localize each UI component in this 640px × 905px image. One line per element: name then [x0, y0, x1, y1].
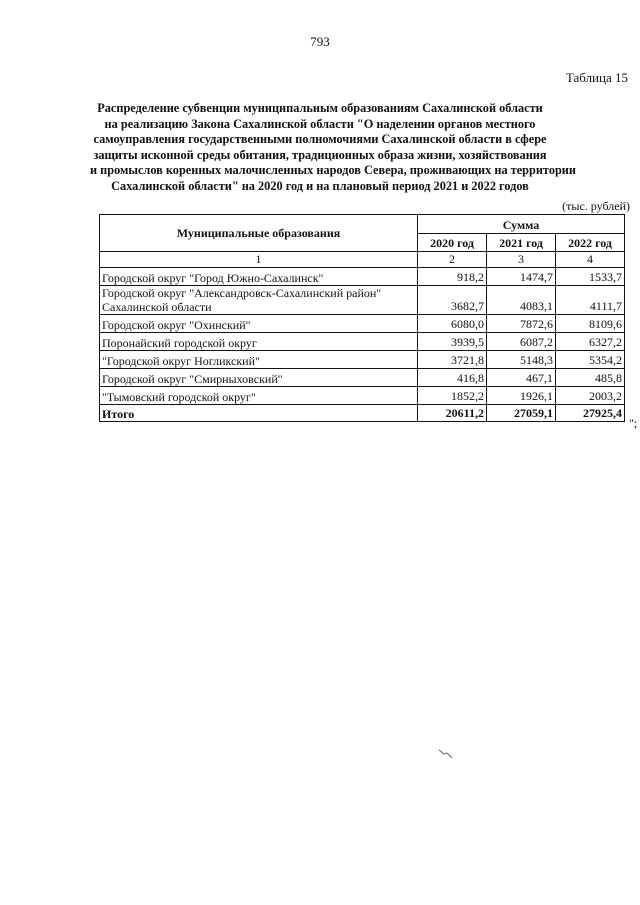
title-line: Сахалинской области" на 2020 год и на плановый период 2021 и 2022 годов	[111, 178, 529, 193]
subsidy-table	[99, 214, 625, 422]
column-index: 2	[418, 252, 487, 268]
value-2021: 467,1	[487, 369, 556, 387]
table-row	[100, 315, 625, 333]
value-2021: 4083,1	[487, 286, 556, 315]
title-line: и промыслов коренных малочисленных народов Севера, проживающих на территории	[90, 163, 576, 177]
column-index: 4	[556, 252, 625, 268]
municipality-name: Городской округ "Город Южно-Сахалинск"	[100, 268, 418, 286]
header-sum: Сумма	[418, 215, 625, 234]
table-label: Таблица 15	[565, 70, 628, 85]
header-year-2021: 2021 год	[487, 234, 556, 252]
total-2022: 27925,4	[556, 405, 625, 422]
title-line: на реализацию Закона Сахалинской области "О наделении органов местного	[104, 116, 536, 131]
table-row	[100, 286, 625, 315]
value-2021: 6087,2	[487, 333, 556, 351]
value-2022: 485,8	[556, 369, 625, 387]
header-municipalities: Муниципальные образования	[100, 215, 418, 252]
value-2020: 416,8	[418, 369, 487, 387]
column-index-row	[100, 252, 625, 268]
page-number: 793	[310, 34, 330, 49]
value-2020: 3939,5	[418, 333, 487, 351]
column-index: 3	[487, 252, 556, 268]
value-2020: 3682,7	[418, 286, 487, 315]
scan-artifact-mark	[438, 748, 454, 760]
value-2022: 6327,2	[556, 333, 625, 351]
municipality-name: "Тымовский городской округ"	[100, 387, 418, 405]
value-2021: 7872,6	[487, 315, 556, 333]
closing-quote-mark: ";	[629, 416, 638, 430]
value-2021: 1474,7	[487, 268, 556, 286]
value-2022: 8109,6	[556, 315, 625, 333]
table-row	[100, 268, 625, 286]
title-line: самоуправления государственными полномочиями Сахалинской области в сфере	[93, 132, 547, 146]
title-line: защиты исконной среды обитания, традиционных образа жизни, хозяйствования	[93, 147, 547, 162]
header-year-2022: 2022 год	[556, 234, 625, 252]
value-2022: 1533,7	[556, 268, 625, 286]
column-index: 1	[100, 252, 418, 268]
municipality-name: "Городской округ Ногликский"	[100, 351, 418, 369]
total-2020: 20611,2	[418, 405, 487, 422]
municipality-name: Городской округ "Охинский"	[100, 315, 418, 333]
table-row	[100, 351, 625, 369]
header-year-2020: 2020 год	[418, 234, 487, 252]
value-2020: 3721,8	[418, 351, 487, 369]
municipality-name: Городской округ "Смирныховский"	[100, 369, 418, 387]
table-row	[100, 369, 625, 387]
value-2021: 1926,1	[487, 387, 556, 405]
value-2022: 5354,2	[556, 351, 625, 369]
document-title	[90, 101, 576, 194]
value-2022: 2003,2	[556, 387, 625, 405]
value-2020: 1852,2	[418, 387, 487, 405]
value-2021: 5148,3	[487, 351, 556, 369]
value-2020: 6080,0	[418, 315, 487, 333]
municipality-name: Городской округ "Александровск-Сахалинский район" Сахалинской области	[100, 286, 418, 315]
total-label: Итого	[100, 405, 418, 422]
units-label: (тыс. рублей)	[562, 199, 630, 213]
value-2020: 918,2	[418, 268, 487, 286]
municipality-name: Поронайский городской округ	[100, 333, 418, 351]
total-row	[100, 405, 625, 422]
title-line: Распределение субвенции муниципальным образованиям Сахалинской области	[97, 101, 543, 115]
table-row	[100, 333, 625, 351]
total-2021: 27059,1	[487, 405, 556, 422]
value-2022: 4111,7	[556, 286, 625, 315]
table-row	[100, 387, 625, 405]
